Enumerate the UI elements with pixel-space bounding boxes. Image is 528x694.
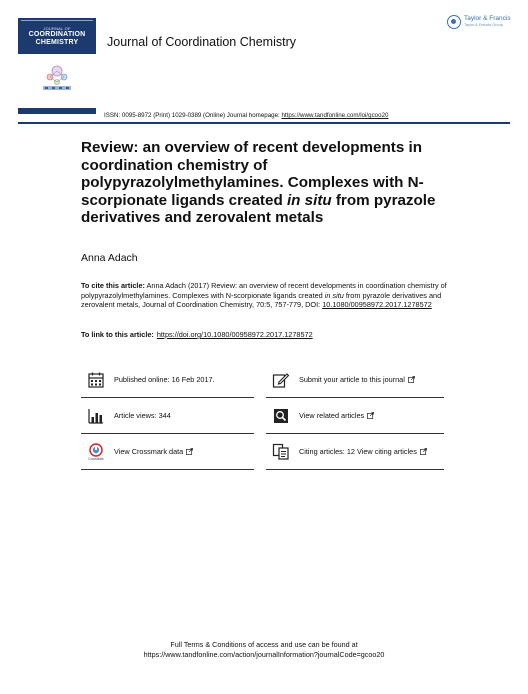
crossmark-icon-label: CrossMark — [88, 456, 104, 461]
related-articles-text: View related articles — [299, 411, 365, 420]
cover-small-text: JOURNAL OF — [43, 26, 71, 31]
author-name: Anna Adach — [81, 252, 138, 264]
external-link-icon — [408, 376, 415, 383]
article-title-part2: from pyrazole derivatives and zerovalent metals — [81, 191, 436, 227]
publisher-name: Taylor & Francis — [464, 15, 511, 22]
published-online-text: Published online: 16 Feb 2017. — [114, 375, 215, 384]
calendar-icon — [87, 371, 105, 389]
cover-title-line1: COORDINATION — [28, 31, 86, 38]
journal-title[interactable]: Journal of Coordination Chemistry — [107, 35, 296, 49]
cover-footer-band — [18, 108, 96, 114]
publisher-tagline: Taylor & Francis Group — [464, 23, 503, 27]
bar-chart-icon — [87, 407, 105, 425]
footer-terms-text: Full Terms & Conditions of access and use can be found at — [170, 640, 358, 649]
article-title-italic: in situ — [286, 191, 332, 209]
article-title-part1: Review: an overview of recent developments in coordination chemistry of polypyrazolylmethylamines. Complexes with N-scorpionate ligands created — [81, 139, 424, 209]
related-articles-item[interactable] — [266, 398, 444, 434]
citing-articles-icon — [272, 443, 290, 461]
citation-text-part2: from pyrazole derivatives and zerovalent metals, Journal of Coordination Chemistry, 70:5, 757-779, DOI: — [81, 290, 442, 310]
citing-articles-item[interactable] — [266, 434, 444, 470]
taylor-francis-logo-icon — [447, 15, 461, 29]
cover-title-line2: CHEMISTRY — [35, 39, 79, 46]
cover-banner — [18, 18, 96, 54]
terms-footer — [0, 640, 528, 660]
edit-icon — [272, 371, 290, 389]
article-views-text: Article views: 344 — [114, 411, 171, 420]
taylor-francis-logo[interactable] — [447, 13, 513, 35]
published-online-item — [81, 362, 254, 398]
crossmark-item[interactable] — [81, 434, 254, 470]
issn-line — [104, 112, 388, 119]
citing-articles-text: Citing articles: 12 View citing articles — [299, 447, 417, 456]
citation-block — [81, 281, 453, 310]
article-link-block — [81, 330, 313, 339]
crossmark-icon — [87, 443, 105, 461]
citation-text-part1: Anna Adach (2017) Review: an overview of recent developments in coordination chemistry of polypyrazolylmethylamines. Complexes with N-scorpionate ligands created — [81, 281, 447, 300]
issn-text: ISSN: 0095-8972 (Print) 1029-0389 (Online) Journal homepage: — [104, 112, 282, 119]
header-divider — [18, 122, 510, 124]
article-doi-link[interactable]: https://doi.org/10.1080/00958972.2017.1278572 — [156, 330, 313, 339]
citation-label: To cite this article: — [81, 281, 145, 290]
external-link-icon — [367, 412, 374, 419]
submit-article-text: Submit your article to this journal — [299, 375, 405, 384]
external-link-icon — [186, 448, 193, 455]
citation-doi-link[interactable]: 10.1080/00958972.2017.1278572 — [322, 300, 432, 310]
article-views-item — [81, 398, 254, 434]
submit-article-item[interactable] — [266, 362, 444, 398]
article-title — [81, 139, 461, 227]
footer-terms-link[interactable]: https://www.tandfonline.com/action/journalInformation?journalCode=gcoo20 — [143, 650, 385, 659]
crossmark-text: View Crossmark data — [114, 447, 184, 456]
article-link-label: To link to this article: — [81, 330, 154, 339]
citation-text-italic: in situ — [324, 290, 344, 300]
cover-molecule-art — [40, 62, 74, 92]
external-link-icon — [420, 448, 427, 455]
journal-cover-thumbnail — [18, 18, 96, 116]
related-articles-icon — [272, 407, 290, 425]
journal-homepage-link[interactable]: https://www.tandfonline.com/loi/gcoo20 — [281, 112, 389, 119]
